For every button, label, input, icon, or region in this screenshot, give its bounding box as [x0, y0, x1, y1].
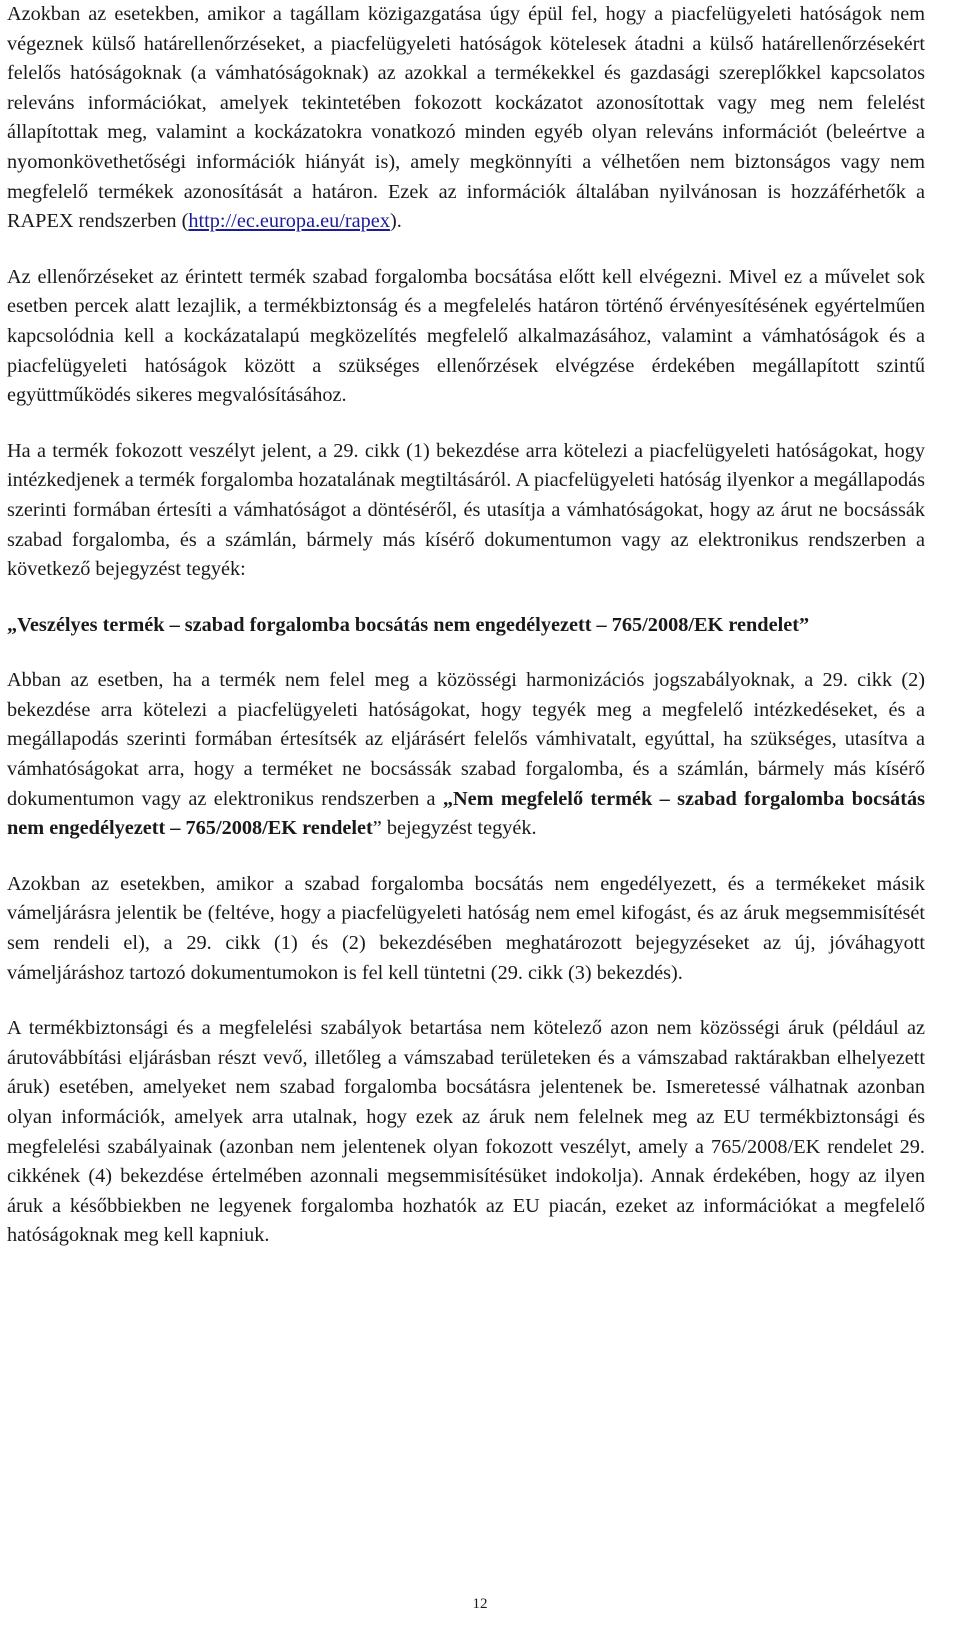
- paragraph-spacer: [7, 640, 925, 666]
- rapex-link[interactable]: http://ec.europa.eu/rapex: [188, 210, 390, 233]
- paragraph-text: Azokban az esetekben, amikor a tagállam közigazgatása úgy épül fel, hogy a piacfelügyeleti hatóságok nem végeznek külső határellenőrzéseket, a piacfelügyeleti hatóságok kötelesek átadni a külső határellenőrzésekért felelős hatóságoknak (a vámhatóságoknak) az azokkal a termékekkel és gazdasági szereplőkkel kapcsolatos releváns információkat, amelyek tekintetében fokozott kockázatot azonosítottak vagy meg nem felelést állapítottak meg, valamint a kockázatokra vonatkozó minden egyéb olyan releváns információt (beleértve a nyomonkövethetőségi információk hiányát is), amely megkönnyíti a vélhetően nem biztonságos vagy nem megfelelő termékek azonosítását a határon. Ezek az információk általában nyilvánosan is hozzáférhetők a RAPEX rendszerben (: [7, 3, 925, 233]
- document-page: [7, 0, 925, 1251]
- paragraph-spacer: [7, 988, 925, 1014]
- closing-quote: ”: [372, 817, 382, 840]
- dangerous-product-endorsement: „Veszélyes termék – szabad forgalomba bocsátás nem engedélyezett – 765/2008/EK rendelet”: [7, 613, 810, 636]
- paragraph-non-community-goods: A termékbiztonsági és a megfelelési szabályok betartása nem kötelező azon nem közösségi áruk (például az árutovábbítási eljárásban részt vevő, illetőleg a vámszabad területeken és a vámszabad raktárakban elhelyezett áruk) esetében, amelyeket nem szabad forgalomba bocsátásra jelentenek be. Ismeretessé válhatnak azonban olyan információk, amelyek arra utalnak, hogy ezek az áruk nem felelnek meg az EU termékbiztonsági és megfelelési szabályainak (azonban nem jelentenek olyan fokozott veszélyt, amely a 765/2008/EK rendelet 29. cikkének (4) bekezdése értelmében azonnali megsemmisítésüket indokolja). Annak érdekében, hogy az ilyen áruk a későbbiekben ne legyenek forgalomba hozhatók az EU piacán, ezeket az információkat a megfelelő hatóságoknak meg kell kapniuk.: [7, 1017, 925, 1247]
- paragraph-customs-information: [7, 0, 925, 237]
- paragraph-checks-before-release: Az ellenőrzéseket az érintett termék szabad forgalomba bocsátása előtt kell elvégezni. Mivel ez a művelet sok esetben percek alatt lezajlik, a termékbiztonság és a megfelelés határon történő érvényesítésének egyértelműen kapcsolódnia kell a kockázatalapú megközelítés megfelelő alkalmazásához, valamint a vámhatóságok és a piacfelügyeleti hatóságok között a szükséges ellenőrzések elvégzése érdekében megállapított szintű együttműködés sikeres megvalósításához.: [7, 265, 925, 407]
- non-compliant-endorsement: „Nem megfelelő termék – szabad forgalomba bocsátás nem engedélyezett – 765/2008/EK rendelet: [7, 787, 925, 840]
- paragraph-text: Abban az esetben, ha a termék nem felel meg a közösségi harmonizációs jogszabályoknak, a 29. cikk (2) bekezdése arra kötelezi a piacfelügyeleti hatóságokat, hogy tegyék meg a megfelelő intézkedéseket, és a megállapodás szerinti formában értesítsék az eljárásért felelős vámhivatalt, egyúttal, ha szükséges, utasítva a vámhatóságokat arra, hogy a terméket ne bocsássák szabad forgalomba, és a számlán, bármely más kísérő dokumentumon vagy az elektronikus rendszerben a: [7, 669, 925, 810]
- paragraph-non-compliant-product: [7, 666, 925, 844]
- paragraph-other-customs-procedure: Azokban az esetekben, amikor a szabad forgalomba bocsátás nem engedélyezett, és a termékeket másik vámeljárásra jelentik be (feltéve, hogy a piacfelügyeleti hatóság nem emel kifogást, és az áruk megsemmisítését sem rendeli el), a 29. cikk (1) és (2) bekezdésében meghatározott bejegyzéseket az új, jóváhagyott vámeljáráshoz tartozó dokumentumokon is fel kell tüntetni (29. cikk (3) bekezdés).: [7, 872, 925, 984]
- page-number: 12: [472, 1596, 488, 1612]
- paragraph-spacer: [7, 844, 925, 870]
- paragraph-serious-risk: Ha a termék fokozott veszélyt jelent, a 29. cikk (1) bekezdése arra kötelezi a piacfelügyeleti hatóságokat, hogy intézkedjenek a termék forgalomba hozatalának megtiltásáról. A piacfelügyeleti hatóság ilyenkor a megállapodás szerinti formában értesíti a vámhatóságot a döntéséről, és utasítja a vámhatóságokat, hogy az árut ne bocsássák szabad forgalomba, és a számlán, bármely más kísérő dokumentumon vagy az elektronikus rendszerben a következő bejegyzést tegyék:: [7, 439, 925, 581]
- paragraph-tail: ).: [389, 210, 402, 233]
- paragraph-spacer: [7, 585, 925, 611]
- paragraph-spacer: [7, 411, 925, 437]
- paragraph-spacer: [7, 237, 925, 263]
- paragraph-tail: bejegyzést tegyék.: [381, 817, 537, 840]
